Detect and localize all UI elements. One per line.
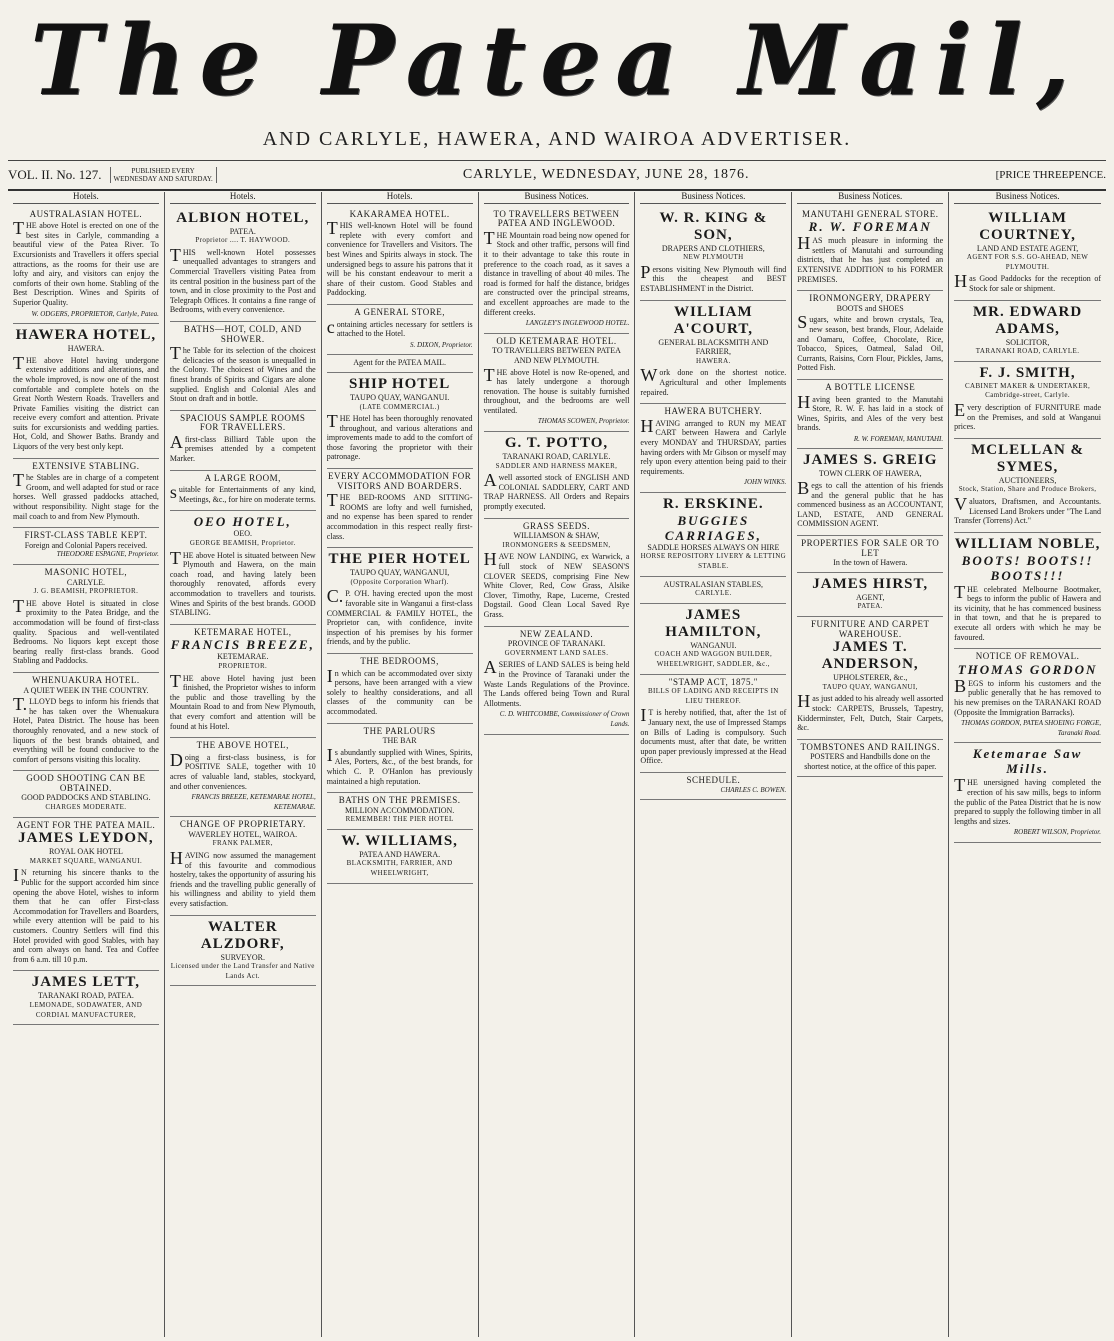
ad-body: Afirst-class Billiard Table upon the premises attended by a competent Marker. bbox=[169, 431, 316, 464]
ad-heading: SCHEDULE. bbox=[686, 774, 741, 785]
ad-subline: Stock, Station, Share and Produce Brokers, bbox=[958, 485, 1097, 494]
ad-signature: THOMAS GORDON, PATEA SHOEING FORGE, Taranaki Road. bbox=[961, 719, 1101, 737]
ad-title: JAMES HAMILTON, bbox=[665, 606, 762, 640]
ad-line: TARANAKI ROAD, PATEA. bbox=[37, 991, 134, 1001]
ad-signature: S. DIXON, Proprietor. bbox=[410, 340, 473, 349]
ad-line: DRAPERS AND CLOTHIERS, bbox=[661, 243, 765, 253]
advertisement bbox=[484, 627, 630, 735]
advertisement bbox=[954, 743, 1101, 843]
ad-subline: REMEMBER! THE PIER HOTEL bbox=[345, 815, 454, 824]
ad-subline: TARANAKI ROAD, CARLYLE. bbox=[975, 347, 1080, 356]
ad-body: Work done on the shortest notice. Agricultural and other Implements repaired. bbox=[640, 365, 787, 397]
advertisement bbox=[640, 207, 786, 301]
ad-body: IN returning his sincere thanks to the Public for the support accorded him since opening the above Hotel, wishes to inform them that he can offer First-class Accommodation for Travellers and Boarders, while every attention will be paid to his customers. Country Settlers will find this Hotel provided with good Stables, with hay and corn always on hand. Tea and Coffee from 6 a.m. till 10 p.m. bbox=[13, 865, 159, 964]
ad-subline: J. G. BEAMISH, PROPRIETOR. bbox=[33, 587, 139, 596]
ad-line: ROYAL OAK HOTEL bbox=[48, 847, 123, 857]
ad-subline: BILLS OF LADING AND RECEIPTS IN LIEU THEREOF. bbox=[647, 687, 779, 705]
ad-title: JAMES LETT, bbox=[31, 974, 141, 991]
column-1 bbox=[8, 192, 165, 1337]
ad-body: HAS much pleasure in informing the settlers of Manutahi and surrounding districts, that he has just completed an EXTENSIVE ADDITION to his FORMER PREMISES. bbox=[797, 233, 944, 284]
ad-signature: W. ODGERS, PROPRIETOR, Carlyle, Patea. bbox=[31, 309, 159, 318]
ad-body: Has just added to his already well assorted stock: CARPETS, Brussels, Tapestry, Kidderminster, Felt, Dutch, Stair Carpets, &c. bbox=[797, 691, 944, 733]
ad-body: HAVE NOW LANDING, ex Warwick, a full stock of NEW SEASON'S CLOVER SEEDS, comprising Fine New White Clover, Red, Cow Grass, Alsike Clover, Timothy, Rape, Lucerne, Crested Dogstail. Good Clean Local Saved Rye Grass. bbox=[483, 549, 630, 619]
ad-heading: KAKARAMEA HOTEL. bbox=[349, 208, 450, 219]
advertisement bbox=[640, 773, 786, 800]
ad-display-title: THOMAS GORDON bbox=[957, 661, 1098, 677]
advertisement bbox=[327, 207, 473, 305]
ad-title: JAMES T. ANDERSON, bbox=[821, 639, 919, 673]
ad-line: AGENT, bbox=[855, 592, 885, 602]
ad-subline: SADDLER AND HARNESS MAKER, bbox=[495, 461, 618, 470]
dateline bbox=[8, 160, 1106, 191]
advertisement bbox=[13, 324, 159, 459]
advertisement bbox=[640, 577, 786, 604]
advertisement bbox=[484, 207, 630, 334]
advertisement bbox=[954, 301, 1101, 362]
ad-body: THIS well-known Hotel will be found replete with every comfort and convenience for Travellers and Visitors. The best Wines and Spirits always in stock. The undersigned begs to assure his patrons that it will be his constant endeavour to merit a share of their custom. Good Stables and Paddocking. bbox=[326, 218, 473, 298]
ad-body: THE above Hotel having undergone extensive additions and alterations, and the whole improved, is now one of the most comfortable and complete hotels on the Great North Western Roads. Travellers and Private Families visiting the district can receive every comfort and attention. Private suits for excursionists and wedding parties. Hot, Cold, and Shower Baths. Brandy and Liquors of the very best only kept. bbox=[13, 352, 159, 452]
ad-line: PATEA AND HAWERA. bbox=[359, 849, 441, 859]
ad-line: Agent for the PATEA MAIL. bbox=[353, 358, 447, 368]
ad-body: containing articles necessary for settlers is attached to the Hotel. bbox=[326, 316, 473, 339]
ad-display-title: OEO HOTEL, bbox=[193, 514, 292, 530]
ad-body: THE Hotel has been thoroughly renovated throughout, and various alterations and improvements made to add to the comfort of those favoring the proprietor with their patronage. bbox=[326, 411, 473, 462]
advertisement bbox=[327, 355, 473, 373]
ad-heading: HAWERA BUTCHERY. bbox=[664, 406, 763, 417]
ad-subline: AGENT FOR S.S. GO-AHEAD, NEW PLYMOUTH. bbox=[966, 253, 1089, 271]
ad-line: SADDLE HORSES ALWAYS ON HIRE bbox=[647, 542, 780, 552]
ad-heading: EXTENSIVE STABLING. bbox=[32, 460, 140, 471]
column-4 bbox=[479, 192, 636, 1337]
ad-title: WILLIAM A'COURT, bbox=[673, 303, 753, 337]
ad-subline: Proprietor .... T. HAYWOOD. bbox=[195, 236, 291, 245]
ad-display-title: R. W. FOREMAN bbox=[808, 219, 932, 235]
advertisement bbox=[797, 740, 943, 777]
column-6 bbox=[792, 192, 949, 1337]
ad-subline: PROPRIETOR. bbox=[218, 661, 268, 670]
advertisement bbox=[327, 373, 473, 469]
column-3 bbox=[322, 192, 479, 1337]
ad-body: The Table for its selection of the choicest delicacies of the season is unequalled in the Colony. The choicest of Wines and the finest brands of Spirits and Cigars are alone supplied. English and Colonial Ales and Stout on draft and in bottle. bbox=[169, 343, 316, 404]
ad-body: Having been granted to the Manutahi Store, R. W. F. has laid in a stock of Wines, Spirits, and Ales of the very best brands. bbox=[797, 391, 944, 433]
advertisement bbox=[484, 519, 630, 627]
ad-body: Awell assorted stock of ENGLISH AND COLONIAL SADDLERY, CART AND TRAP HARNESS. All Orders and Repairs promptly executed. bbox=[483, 470, 630, 512]
ad-heading: FIRST-CLASS TABLE KEPT. bbox=[24, 530, 148, 541]
ad-subline: GOVERNMENT LAND SALES. bbox=[504, 648, 609, 657]
advertisement bbox=[13, 673, 159, 771]
ad-heading: BATHS—HOT, COLD, AND SHOWER. bbox=[183, 323, 302, 344]
ad-body: Persons visiting New Plymouth will find this the cheapest and BEST ESTABLISHMENT in the District. bbox=[640, 261, 787, 293]
advertisement bbox=[797, 207, 943, 292]
ad-line: SURVEYOR. bbox=[220, 952, 266, 962]
ad-heading: MANUTAHI GENERAL STORE. bbox=[801, 208, 939, 219]
ad-line: TAUPO QUAY, WANGANUI. bbox=[350, 392, 450, 402]
column-heading: Hotels. bbox=[13, 192, 159, 204]
ad-body: Valuators, Draftsmen, and Accountants. Licensed Land Brokers under "The Land Transfer (Torrens) Act." bbox=[954, 493, 1101, 526]
ad-body: The Stables are in charge of a competent Groom, and well adapted for stud or race horses. Well grassed paddocks attached, without responsibility. Night stage for the mail coach to and from New Plymouth. bbox=[13, 470, 159, 521]
column-heading: Business Notices. bbox=[640, 192, 786, 204]
column-5 bbox=[635, 192, 792, 1337]
advertisement bbox=[640, 675, 786, 773]
advertisement bbox=[13, 818, 159, 972]
ad-title: SHIP HOTEL bbox=[348, 375, 451, 392]
advertisement bbox=[797, 291, 943, 380]
ad-signature: R. W. FOREMAN, MANUTAHI. bbox=[853, 434, 944, 443]
advertisement bbox=[170, 322, 316, 411]
ad-body: HAVING arranged to RUN my MEAT CART between Hawera and Carlyle every MONDAY and THURSDAY, parties having orders with Mr Gibson or myself may rely upon every attention being paid to their requirements. bbox=[640, 415, 787, 476]
advertisement bbox=[327, 830, 473, 884]
ad-line: THE BAR bbox=[382, 736, 417, 746]
ad-title: WILLIAM COURTNEY, bbox=[979, 209, 1076, 243]
ad-heading: TOMBSTONES AND RAILINGS. bbox=[800, 741, 940, 752]
ad-line: SOLICITOR, bbox=[1005, 337, 1050, 347]
ad-body: Is abundantly supplied with Wines, Spirits, Ales, Porters, &c., of the best brands, for which C. P. O'Hanlon has previously maintained a high reputation. bbox=[326, 744, 473, 786]
advertisement bbox=[13, 971, 159, 1025]
ad-heading: NEW ZEALAND. bbox=[519, 628, 594, 639]
advertisement bbox=[170, 411, 316, 471]
newspaper-subtitle: AND CARLYLE, HAWERA, AND WAIROA ADVERTISER. bbox=[262, 128, 852, 150]
ad-subline: (Opposite Corporation Wharf). bbox=[350, 577, 449, 586]
ad-line: In the town of Hawera. bbox=[833, 558, 908, 568]
ad-body: THE BED-ROOMS AND SITTING-ROOMS are lofty and well furnished, and no expense has been spared to render accommodation in this respect really first-class. bbox=[326, 490, 473, 541]
ad-signature: ROBERT WILSON, Proprietor. bbox=[1013, 828, 1101, 837]
ad-body: Doing a first-class business, is for POSITIVE SALE, together with 10 acres of valuable land, stables, stockyard, and other conveniences. bbox=[169, 749, 316, 791]
ad-subline: (LATE COMMERCIAL.) bbox=[359, 402, 440, 411]
ad-heading: IRONMONGERY, DRAPERY bbox=[809, 293, 932, 304]
ad-subline: HORSE REPOSITORY LIVERY & LETTING STABLE. bbox=[640, 552, 787, 571]
ad-body: C.P. O'H. having erected upon the most favorable site in Wanganui a first-class COMMERCIAL & FAMILY HOTEL, the Proprietor can, with confidence, invite inspection of his premises by his former friends, and by the public. bbox=[326, 586, 473, 647]
ad-subline: CABINET MAKER & UNDERTAKER, Cambridge-street, Carlyle. bbox=[964, 381, 1091, 400]
ad-subline: BLACKSMITH, FARRIER, AND WHEELWRIGHT, bbox=[346, 859, 453, 878]
ad-title: G. T. POTTO, bbox=[504, 435, 609, 452]
ad-body: THE above Hotel having just been finished, the Proprietor wishes to inform the public and those travelling by the Mountain Road to and from New Plymouth, that every comfort and attention will be found at his Hotel. bbox=[169, 670, 316, 731]
ad-subline: LEMONADE, SODAWATER, AND CORDIAL MANUFACTURER, bbox=[29, 1000, 143, 1019]
advertisement bbox=[954, 533, 1101, 650]
ad-heading: "STAMP ACT, 1875." bbox=[668, 676, 758, 687]
advertisement bbox=[13, 565, 159, 673]
ad-title: JAMES S. GREIG bbox=[802, 452, 938, 469]
ad-line: TARANAKI ROAD, CARLYLE. bbox=[502, 452, 611, 462]
ad-subline: GEORGE BEAMISH, Proprietor. bbox=[189, 539, 296, 548]
ad-heading: THE PARLOURS bbox=[363, 725, 436, 736]
ad-line: WANGANUI. bbox=[690, 640, 737, 650]
column-heading: Business Notices. bbox=[484, 192, 630, 204]
ad-line: PROVINCE OF TARANAKI. bbox=[507, 639, 606, 649]
advertisement bbox=[327, 469, 473, 548]
ad-heading: BATHS ON THE PREMISES. bbox=[338, 795, 461, 806]
advertisement bbox=[954, 362, 1101, 439]
ad-line: WILLIAMSON & SHAW, bbox=[513, 531, 600, 541]
ad-heading: AUSTRALASIAN HOTEL. bbox=[29, 208, 143, 219]
advertisement bbox=[13, 528, 159, 565]
advertisement bbox=[954, 207, 1101, 301]
ad-subline: FRANK PALMER, bbox=[212, 839, 273, 848]
ad-line: AUCTIONEERS, bbox=[998, 475, 1057, 485]
ad-body: THE above Hotel is situated in close proximity to the Patea Bridge, and the accommodation will be found of first-class quality. Spacious and well-ventilated Bedrooms. No liquors kept except those bearing really first-class brands. Good Stabling and Paddocks. bbox=[13, 595, 159, 666]
ad-subline: HAWERA. bbox=[695, 356, 731, 365]
ad-signature: THEODORE ESPAGNE, Proprietor. bbox=[56, 550, 159, 559]
ad-heading: GRASS SEEDS. bbox=[522, 520, 590, 531]
column-heading: Business Notices. bbox=[954, 192, 1101, 204]
ad-heading: MASONIC HOTEL, bbox=[44, 567, 128, 577]
advertisement bbox=[327, 724, 473, 794]
ad-body: THE above Hotel is now Re-opened, and has lately undergone a thorough renovation. The house is suitably furnished throughout, and the bedrooms are well ventilated. bbox=[483, 364, 630, 415]
ad-body: THIS well-known Hotel possesses unequalled advantages to strangers and Commercial Travellers visiting Patea from its central position in the business part of the town, and in close proximity to the Post and Telegraph Offices. It contains a fine range of Bedrooms, with every convenience. bbox=[169, 244, 316, 315]
advertisement bbox=[327, 548, 473, 654]
advertisement bbox=[640, 604, 786, 675]
ad-display-title: BUGGIES CARRIAGES, bbox=[664, 512, 762, 543]
ad-line: WAVERLEY HOTEL, WAIROA. bbox=[188, 829, 298, 839]
column-heading: Hotels. bbox=[327, 192, 473, 204]
ad-subline: TAUPO QUAY, WANGANUI, bbox=[822, 682, 918, 691]
ad-signature: C. D. WHITCOMBE, Commissioner of Crown Lands. bbox=[499, 710, 630, 728]
ad-body: T.LLOYD begs to inform his friends that he has taken over the Whenuakura Hotel, Patea District. The house has been thoroughly renovated, and a new stock of liquors of the best brands obtained, and everything will be found conducive to the comfort of persons visiting this locality. bbox=[13, 694, 159, 764]
ad-signature: CHARLES C. BOWEN. bbox=[720, 785, 787, 794]
column-7 bbox=[949, 192, 1106, 1337]
ad-display-title: Ketemarae Saw Mills. bbox=[972, 746, 1083, 777]
ad-title: WALTER ALZDORF, bbox=[200, 918, 285, 952]
ad-subline: CARLYLE. bbox=[695, 589, 732, 598]
advertisement bbox=[797, 449, 943, 536]
ad-subline: IRONMONGERS & SEEDSMEN, bbox=[502, 540, 611, 549]
columns bbox=[8, 192, 1106, 1337]
ad-signature: JOHN WINKS. bbox=[743, 478, 787, 487]
ad-line: POSTERS and Handbills done on the shortest notice, at the office of this paper. bbox=[804, 752, 937, 771]
ad-title: ALBION HOTEL, bbox=[176, 209, 310, 226]
ad-body: In which can be accommodated over sixty persons, have been arranged with a view solely to healthy considerations, and all classes of the community can be accommodated. bbox=[326, 665, 473, 716]
ad-title: HAWERA HOTEL, bbox=[15, 327, 157, 344]
ad-heading: A GENERAL STORE, bbox=[354, 306, 446, 317]
advertisement bbox=[170, 738, 316, 817]
advertisement bbox=[954, 649, 1101, 743]
ad-line: LAND AND ESTATE AGENT, bbox=[976, 243, 1079, 253]
advertisement bbox=[170, 817, 316, 915]
advertisement bbox=[13, 459, 159, 529]
ad-subline: NEW PLYMOUTH bbox=[683, 253, 744, 262]
ad-heading: NOTICE OF REMOVAL. bbox=[975, 651, 1080, 662]
ad-body: suitable for Entertainments of any kind, Meetings, &c., for hire on moderate terms. bbox=[169, 482, 316, 504]
ad-line: HAWERA. bbox=[67, 344, 105, 354]
ad-body: HAVING now assumed the management of this favourite and commodious hostelry, takes the opportunity of assuring his friends and the travelling public generally of his willingness and ability to yield them every satisfaction. bbox=[169, 848, 316, 909]
ad-title: F. J. SMITH, bbox=[979, 364, 1076, 381]
ad-title: MCLELLAN & SYMES, bbox=[971, 441, 1085, 475]
ad-display-title: BOOTS! BOOTS!! BOOTS!!! bbox=[961, 552, 1094, 583]
advertisement bbox=[640, 493, 786, 577]
ad-body: IT is hereby notified, that, after the 1st of January next, the use of Impressed Stamps on Bills of Lading is compulsory. Such documents must, after that date, be written upon paper previously impressed at the Head Office. bbox=[640, 705, 787, 766]
ad-heading: THE BEDROOMS, bbox=[360, 655, 439, 666]
ad-signature: THOMAS SCOWEN, Proprietor. bbox=[537, 417, 630, 426]
ad-heading: KETEMARAE HOTEL, bbox=[194, 626, 292, 637]
column-heading: Hotels. bbox=[170, 192, 316, 204]
masthead bbox=[0, 0, 1114, 160]
ad-title: R. ERSKINE. bbox=[663, 495, 764, 512]
ad-heading: GOOD SHOOTING CAN BE OBTAINED. bbox=[26, 773, 146, 793]
ad-title: JAMES HIRST, bbox=[812, 575, 929, 592]
ad-title: W. R. KING & SON, bbox=[659, 209, 768, 243]
ad-body: THE above Hotel is erected on one of the best sites in Carlyle, commanding a beautiful view of the Patea River. To Excursionists and Travellers it offers special attractions, as the rooms for their use are lofty and airy, and visitors can enjoy the comforts of their own home. Stabling of the Best Description. Wines and Spirits of Superior Quality. bbox=[13, 218, 159, 307]
ad-body: Begs to call the attention of his friends and the general public that he has commenced business as an ACCOUNTANT, LAND, ESTATE, AND GENERAL COMMISSION AGENT. bbox=[797, 478, 944, 529]
ad-heading: PROPERTIES FOR SALE OR TO LET bbox=[801, 538, 940, 558]
ad-title: THE PIER HOTEL bbox=[328, 551, 471, 568]
ad-line: OEO. bbox=[233, 529, 252, 539]
column-heading: Business Notices. bbox=[797, 192, 943, 204]
ad-body: ASERIES of LAND SALES is being held in the Province of Taranaki under the Waste Lands Regulations of the Province. The Lands offered being Town and Rural Allotments. bbox=[483, 657, 630, 708]
ad-subline: CHARGES MODERATE. bbox=[45, 803, 127, 812]
ad-subline: COACH AND WAGGON BUILDER, WHEELWRIGHT, SADDLER, &c., bbox=[654, 650, 773, 669]
ad-heading: TO TRAVELLERS BETWEEN PATEA AND INGLEWOOD. bbox=[493, 208, 620, 229]
ad-line: AUSTRALASIAN STABLES, bbox=[663, 579, 764, 589]
advertisement bbox=[640, 301, 786, 405]
ad-line: KETEMARAE. bbox=[217, 652, 269, 662]
ad-heading: AGENT FOR THE PATEA MAIL. bbox=[16, 819, 156, 830]
advertisement bbox=[327, 305, 473, 355]
ad-body: Has Good Paddocks for the reception of Stock for sale or shipment. bbox=[954, 271, 1101, 293]
ad-line: BOOTS and SHOES bbox=[836, 303, 904, 313]
ad-line: TO TRAVELLERS BETWEEN PATEA AND NEW PLYMOUTH. bbox=[492, 346, 621, 365]
column-2 bbox=[165, 192, 322, 1337]
advertisement bbox=[797, 617, 943, 740]
advertisement bbox=[797, 536, 943, 573]
ad-heading: OLD KETEMARAE HOTEL. bbox=[496, 335, 617, 346]
ad-heading: A BOTTLE LICENSE bbox=[825, 381, 916, 392]
advertisement bbox=[170, 625, 316, 738]
ad-subline: PATEA. bbox=[857, 602, 883, 611]
ad-title: JAMES LEYDON, bbox=[18, 830, 154, 847]
advertisement bbox=[797, 573, 943, 617]
ad-heading: CHANGE OF PROPRIETARY. bbox=[179, 819, 306, 830]
advertisement bbox=[327, 654, 473, 724]
ad-display-title: FRANCIS BREEZE, bbox=[170, 637, 315, 653]
advertisement bbox=[170, 511, 316, 624]
ad-signature: FRANCIS BREEZE, KETEMARAE HOTEL, KETEMARAE. bbox=[191, 793, 316, 811]
advertisement bbox=[170, 471, 316, 512]
ad-body: THE Mountain road being now opened for Stock and other traffic, persons will find it to their advantage to take this route in preference to the coach road, as it saves a distance in travelling of about 40 miles. The road is formed for half the distance, bridges are constructed over the principal streams, and excellent approaches are made to the different creeks. bbox=[483, 227, 630, 317]
ad-line: TAUPO QUAY, WANGANUI, bbox=[350, 568, 450, 578]
advertisement bbox=[13, 771, 159, 817]
ad-line: UPHOLSTERER, &c., bbox=[833, 673, 908, 683]
ad-heading: WHENUAKURA HOTEL. bbox=[32, 674, 140, 685]
advertisement bbox=[640, 404, 786, 493]
ad-line: GENERAL BLACKSMITH AND FARRIER, bbox=[658, 337, 769, 357]
ad-title: WILLIAM NOBLE, bbox=[954, 535, 1101, 552]
ad-line: TOWN CLERK OF HAWERA, bbox=[818, 469, 922, 479]
newspaper-title: The Patea Mail, bbox=[30, 4, 1084, 117]
publication-schedule: PUBLISHED EVERY WEDNESDAY AND SATURDAY. bbox=[110, 167, 217, 183]
advertisement bbox=[170, 916, 316, 987]
ad-body: Every description of FURNITURE made on the Premises, and sold at Wanganui prices. bbox=[954, 399, 1101, 432]
ad-title: W. WILLIAMS, bbox=[341, 832, 458, 849]
ad-body: Sugars, white and brown crystals, Tea, new season, best brands, Flour, Adelaide and Oamaru, Coffee, Chocolate, Rice, Tobacco, Spices, Oatmeal, Salad Oil, Currants, Raisins, Corn Flour, Pickles, Jams, Potted Fish. bbox=[797, 312, 944, 373]
advertisement bbox=[327, 793, 473, 830]
ad-signature: LANGLEY'S INGLEWOOD HOTEL. bbox=[525, 319, 630, 328]
ad-line: A QUIET WEEK IN THE COUNTRY. bbox=[23, 685, 149, 695]
ad-heading: A LARGE ROOM, bbox=[204, 472, 281, 483]
ad-line: CARLYLE. bbox=[66, 577, 105, 587]
volume-number: VOL. II. No. 127. bbox=[8, 167, 102, 182]
ad-line: GOOD PADDOCKS AND STABLING. bbox=[21, 793, 151, 803]
advertisement bbox=[797, 380, 943, 450]
ad-heading: EVERY ACCOMMODATION FOR VISITORS AND BOARDERS. bbox=[328, 471, 472, 491]
advertisement bbox=[170, 207, 316, 322]
advertisement bbox=[13, 207, 159, 325]
ad-heading: THE ABOVE HOTEL, bbox=[196, 740, 289, 751]
ad-heading: SPACIOUS SAMPLE ROOMS FOR TRAVELLERS. bbox=[180, 412, 306, 433]
ad-body: THE celebrated Melbourne Bootmaker, begs to inform the public of Hawera and its vicinity, that he has commenced business in that town, and that he is prepared to execute all orders with which he may be favoured. bbox=[954, 581, 1101, 642]
advertisement bbox=[484, 334, 630, 432]
ad-line: Foreign and Colonial Papers received. bbox=[24, 540, 148, 550]
ad-line: PATEA. bbox=[229, 226, 256, 236]
ad-title: MR. EDWARD ADAMS, bbox=[972, 303, 1083, 337]
ad-subline: Licensed under the Land Transfer and Native Lands Act. bbox=[170, 962, 315, 980]
price: [PRICE THREEPENCE. bbox=[995, 169, 1106, 181]
ad-body: THE unersigned having completed the erection of his saw mills, begs to inform the public of the Patea District that he is now prepared to supply the following timber in all lengths and sizes. bbox=[954, 775, 1101, 826]
ad-heading: FURNITURE AND CARPET WAREHOUSE. bbox=[810, 619, 930, 639]
ad-body: THE above Hotel is situated between New Plymouth and Hawera, on the main coach road, and having lately been thoroughly renovated, affords every accommodation to travellers and tourists. Wines and Spirits of the best brands. GOOD STABLING. bbox=[169, 547, 316, 618]
issue-date: CARLYLE, WEDNESDAY, JUNE 28, 1876. bbox=[462, 167, 750, 182]
advertisement bbox=[484, 432, 630, 519]
ad-subline: MARKET SQUARE, WANGANUI. bbox=[29, 856, 143, 865]
ad-line: MILLION ACCOMMODATION. bbox=[344, 805, 455, 815]
ad-body: BEGS to inform his customers and the public generally that he has removed to his new premises on the TARANAKI ROAD (Opposite the Immigration Barracks). bbox=[954, 675, 1101, 717]
advertisement bbox=[954, 439, 1101, 533]
